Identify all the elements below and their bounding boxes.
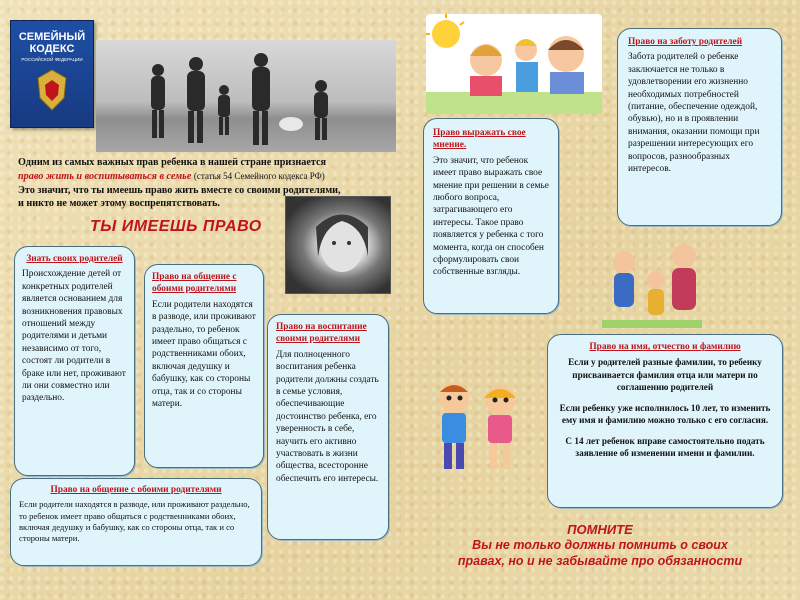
box-upbringing-title: Право на воспитание своими родителями [276, 322, 367, 345]
box-name-p3: С 14 лет ребенок вправе самостоятельно подать заявление об изменении имени и фамилии. [565, 436, 765, 459]
coat-of-arms-icon [32, 68, 72, 112]
box-care-text: Забота родителей о ребенке заключается не только в удовлетворении его жизненно необходимых потребностей (питание, обеспечение одеждой, обувью), но и в проявлении внимания, оказании помощи при разрешении интересующих его вопросов, разнообразных интересов. [628, 52, 760, 175]
girl-portrait-photo [285, 196, 391, 294]
box-name-p2: Если ребенку уже исполнилось 10 лет, то изменить ему имя и фамилию можно только с его согласия. [559, 402, 771, 425]
box-name [547, 334, 783, 508]
book-title-1: СЕМЕЙНЫЙ [18, 31, 86, 43]
happy-family-illustration [426, 14, 602, 114]
remember-line-2: правах, но и не забывайте про обязанности [457, 554, 743, 569]
box-care-title: Право на заботу родителей [628, 37, 743, 47]
family-code-book [10, 20, 94, 128]
box-communicate-text: Если родители находятся в разводе, или проживают раздельно, то ребенок имеет право общаться с родственниками обоих, включая дедушку и бабушку, как со стороны отца, так и со стороны матери. [152, 299, 256, 410]
cartoon-kids-illustration [420, 376, 532, 476]
box-communicate [144, 264, 264, 468]
box-communicate-bottom-text: Если родители находятся в разводе, или проживают раздельно, то ребенок имеет право общаться с родственниками обоих, включая дедушку и бабушку, как со стороны отца, так и со стороны матери. [19, 499, 250, 544]
box-know-parents [14, 246, 135, 476]
family-walking-photo [96, 40, 396, 152]
rights-heading: ТЫ ИМЕЕШЬ ПРАВО [90, 218, 262, 235]
box-express-text: Это значит, что ребенок имеет право выражать свое мнение при решении в семье любого вопроса, затрагивающего его интересы. Такое право появляется у ребенка с того момента, когда он способен сформулировать свои собственные взгляды. [433, 155, 549, 278]
box-communicate-bottom-title: Право на общение с обоими родителями [50, 485, 222, 495]
remember-title: ПОМНИТЕ [567, 522, 633, 537]
intro-article: (статья 54 Семейного кодекса РФ) [193, 170, 325, 181]
box-communicate-bottom [10, 478, 262, 566]
box-name-title: Право на имя, отчество и фамилию [589, 342, 741, 352]
intro-line-4: и никто не может этому воспрепятствовать. [18, 198, 220, 210]
dancing-family-illustration [600, 236, 704, 336]
box-communicate-title: Право на общение с обоими родителями [152, 272, 237, 295]
intro-highlight: право жить и воспитываться в семье [18, 170, 192, 182]
box-know-parents-title: Знать своих родителей [26, 254, 123, 264]
box-care [617, 28, 782, 226]
book-subtitle: РОССИЙСКОЙ ФЕДЕРАЦИИ [21, 57, 83, 62]
remember-line-1: Вы не только должны помнить о своих [472, 538, 728, 552]
box-know-parents-text: Происхождение детей от конкретных родителей является основанием для возникновения правовых отношений между родителями и детьми независимо от того, состоят ли родители в браке или нет, проживают ли они совместно или раздельно. [22, 269, 126, 404]
remember-block [430, 522, 770, 570]
box-express-opinion [423, 118, 559, 314]
box-name-p1: Если у родителей разные фамилии, то ребенку присваивается фамилия отца или матери по соглашению родителей [568, 357, 762, 392]
intro-line-3: Это значит, что ты имеешь право жить вместе со своими родителями, [18, 184, 341, 196]
box-upbringing-text: Для полноценного воспитания ребенка родители должны создать в семье условия, обеспечивающие достоинство ребенка, его уверенность в себе, научить его активно участвовать в жизни общества, всесторонне обеспечить его интересы. [276, 349, 379, 484]
box-express-title: Право выражать свое мнение. [433, 128, 526, 151]
book-title-2: КОДЕКС [29, 43, 75, 55]
box-upbringing [267, 314, 389, 540]
intro-line-1: Одним из самых важных прав ребенка в нашей стране признается [18, 157, 327, 168]
intro-line-2 [18, 170, 378, 184]
